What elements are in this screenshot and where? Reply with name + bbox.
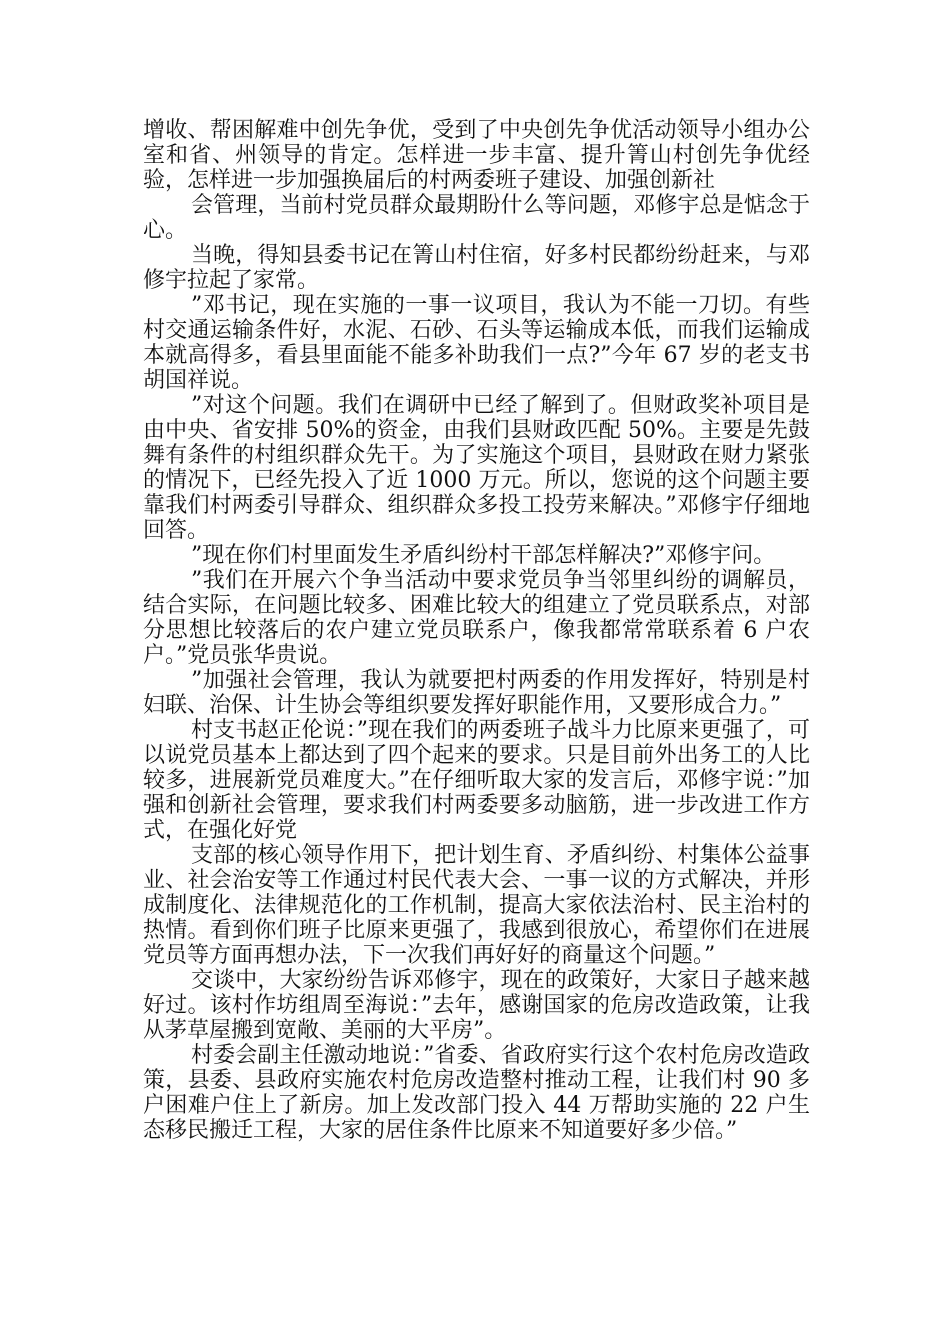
document-body — [143, 118, 810, 1143]
paragraph-2: 会管理，当前村党员群众最期盼什么等问题，邓修宇总是惦念于心。 — [143, 193, 810, 243]
paragraph-7: ”我们在开展六个争当活动中要求党员争当邻里纠纷的调解员，结合实际，在问题比较多、困难比较大的组建立了党员联系点，对部分思想比较落后的农户建立党员联系户，像我都常常联系着 6 户农户。”党员张华贵说。 — [143, 568, 810, 668]
paragraph-1: 增收、帮困解难中创先争优，受到了中央创先争优活动领导小组办公室和省、州领导的肯定。怎样进一步丰富、提升箐山村创先争优经验，怎样进一步加强换届后的村两委班子建设、加强创新社 — [143, 118, 810, 193]
paragraph-10: 支部的核心领导作用下，把计划生育、矛盾纠纷、村集体公益事业、社会治安等工作通过村民代表大会、一事一议的方式解决，并形成制度化、法律规范化的工作机制，提高大家依法治村、民主治村的热情。看到你们班子比原来更强了，我感到很放心，希望你们在进展党员等方面再想办法，下一次我们再好好的商量这个问题。” — [143, 843, 810, 968]
paragraph-6: ”现在你们村里面发生矛盾纠纷村干部怎样解决?”邓修宇问。 — [191, 543, 776, 568]
paragraph-9: 村支书赵正伦说：”现在我们的两委班子战斗力比原来更强了，可以说党员基本上都达到了四个起来的要求。只是目前外出务工的人比较多，进展新党员难度大。”在仔细听取大家的发言后，邓修宇说：”加强和创新社会管理，要求我们村两委要多动脑筋，进一步改进工作方式，在强化好党 — [143, 718, 810, 843]
paragraph-5: ”对这个问题。我们在调研中已经了解到了。但财政奖补项目是由中央、省安排 50%的资金，由我们县财政匹配 50%。主要是先鼓舞有条件的村组织群众先干。为了实施这个项目，县财政在财力紧张的情况下，已经先投入了近 1000 万元。所以，您说的这个问题主要靠我们村两委引导群众、组织群众多投工投劳来解决。”邓修宇仔细地回答。 — [143, 393, 810, 543]
paragraph-3: 当晚，得知县委书记在箐山村住宿，好多村民都纷纷赶来，与邓修宇拉起了家常。 — [143, 243, 810, 293]
paragraph-4: ”邓书记，现在实施的一事一议项目，我认为不能一刀切。有些村交通运输条件好，水泥、石砂、石头等运输成本低，而我们运输成本就高得多，看县里面能不能多补助我们一点?”今年 67 岁的老支书胡国祥说。 — [143, 293, 810, 393]
paragraph-8: ”加强社会管理，我认为就要把村两委的作用发挥好，特别是村妇联、治保、计生协会等组织要发挥好职能作用，又要形成合力。” — [143, 668, 810, 718]
paragraph-12: 村委会副主任激动地说：”省委、省政府实行这个农村危房改造政策，县委、县政府实施农村危房改造整村推动工程，让我们村 90 多户困难户住上了新房。加上发改部门投入 44 万帮助实施的 22 户生态移民搬迁工程，大家的居住条件比原来不知道要好多少倍。” — [143, 1043, 810, 1143]
paragraph-11: 交谈中，大家纷纷告诉邓修宇，现在的政策好，大家日子越来越好过。该村作坊组周至海说：”去年，感谢国家的危房改造政策，让我从茅草屋搬到宽敞、美丽的大平房”。 — [143, 968, 810, 1043]
